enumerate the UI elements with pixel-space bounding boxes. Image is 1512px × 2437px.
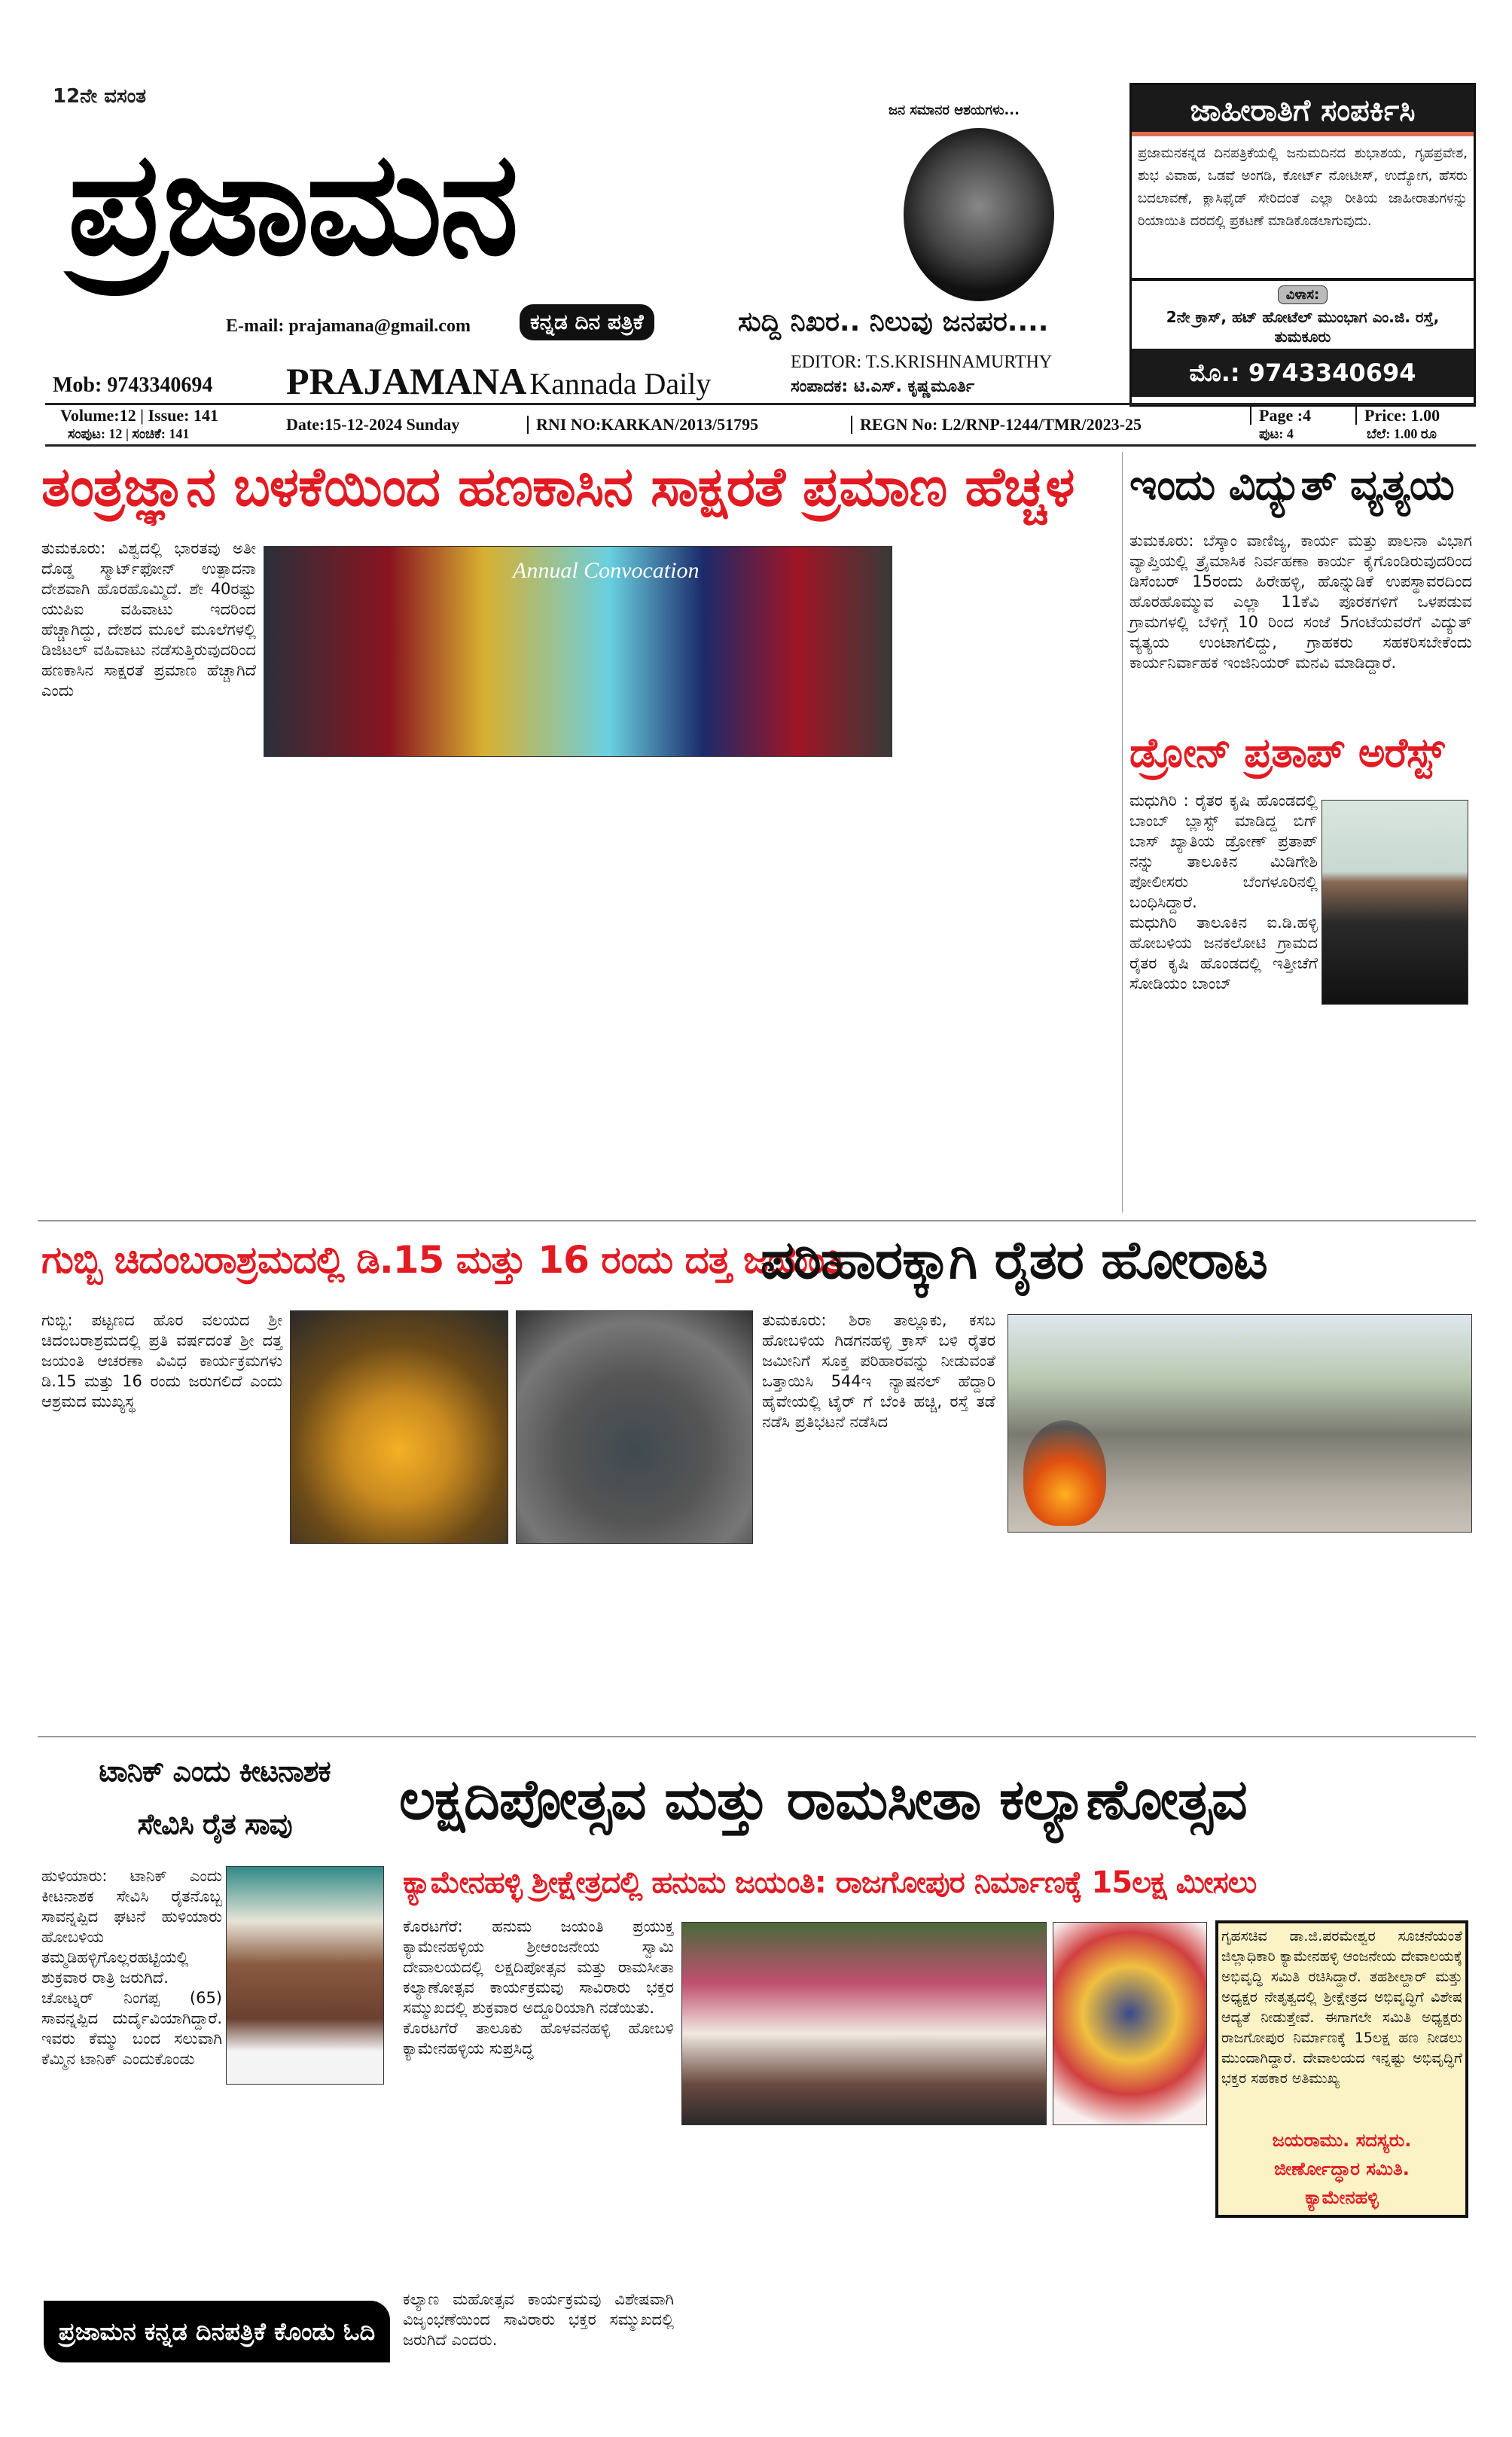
english-name-sub: Kannada Daily <box>529 367 712 401</box>
tonic-paragraph: ಚೋಟ್ನರ್ ನಿಂಗಪ್ಪ (65) ಸಾವನ್ನಪ್ಪಿದ ದುರ್ದೈವಿಯಾಗಿದ್ದಾರೆ. ಇವರು ಕೆಮ್ಮು ಬಂದ ಸಲುವಾಗಿ ಕೆಮ್ಮಿನ ಟಾನಿಕ್ ಎಂದುಕೊಂಡು <box>41 1989 222 2068</box>
deepotsava-text <box>403 1917 674 2286</box>
deceased-farmer-photo <box>226 1866 384 2085</box>
deepotsava-paragraph: ಕೊರಟಗೆರೆ ತಾಲೂಕು ಹೊಳವನಹಳ್ಳಿ ಹೋಬಳಿ ಕ್ಯಾಮೇನಹಳ್ಳಿಯ ಸುಪ್ರಸಿದ್ಧ <box>403 2019 674 2057</box>
deepotsava-text-end: ಕಲ್ಯಾಣ ಮಹೋತ್ಸವ ಕಾರ್ಯಕ್ರಮವು ವಿಶೇಷವಾಗಿ ವಿಜೃಂಭಣೆಯಿಂದ ಸಾವಿರಾರು ಭಕ್ತರ ಸಮ್ಮುಖದಲ್ಲಿ ಜರುಗಿದೆ ಎಂದರು. <box>403 2290 674 2349</box>
issue-kn: ಸಂಚಿಕೆ: 141 <box>132 426 190 441</box>
ad-phone[interactable]: ಮೊ.: 9743340694 <box>1132 349 1474 397</box>
ad-box-text: ಪ್ರಜಾಮನಕನ್ನಡ ದಿನಪತ್ರಿಕೆಯಲ್ಲಿ ಜನುಮದಿನದ ಶುಭಾಶಯ, ಗೃಹಪ್ರವೇಶ, ಶುಭ ವಿವಾಹ, ಒಡವೆ ಅಂಗಡಿ, ಕೋರ್ಟ್ ನೋಟೀಸ್, ಉದ್ಯೋಗ, ಹೆಸರು ಬದಲಾವಣೆ, ಕ್ಲಾಸಿಫೈಡ್ ಸೇರಿದಂತೆ ಎಲ್ಲಾ ರೀತಿಯ ಜಾಹೀರಾತುಗಳನ್ನು ರಿಯಾಯಿತಿ ದರದಲ್ಲಿ ಪ್ರಕಟಣೆ ಮಾಡಿಕೊಡಲಾಗುವುದು. <box>1132 136 1474 281</box>
regn-number: REGN No: L2/RNP-1244/TMR/2023-25 <box>851 416 1142 434</box>
english-name-main: PRAJAMANA <box>286 360 527 402</box>
tonic-headline-line2[interactable]: ಸೇವಿಸಿ ರೈತ ಸಾವು <box>137 1807 292 1841</box>
tonic-headline-line1[interactable]: ಟಾನಿಕ್ ಎಂದು ಕೀಟನಾಶಕ <box>99 1755 331 1788</box>
lead-headline[interactable]: ತಂತ್ರಜ್ಞಾನ ಬಳಕೆಯಿಂದ ಹಣಕಾಸಿನ ಸಾಕ್ಷರತೆ ಪ್ರಮಾಣ ಹೆಚ್ಚಳ <box>41 455 1075 518</box>
photo-banner: Annual Convocation <box>513 558 700 583</box>
tyre-fire <box>1023 1420 1106 1526</box>
price: Price: 1.00 <box>1355 407 1440 425</box>
convocation-photo <box>264 546 892 757</box>
divider <box>38 1736 1476 1737</box>
datta-idol-photo <box>290 1310 508 1544</box>
rni-number: RNI NO:KARKAN/2013/51795 <box>527 416 758 434</box>
power-cut-headline[interactable]: ಇಂದು ವಿದ್ಯುತ್ ವ್ಯತ್ಯಯ <box>1129 461 1454 510</box>
paper-type-badge: ಕನ್ನಡ ದಿನ ಪತ್ರಿಕೆ <box>520 304 654 340</box>
column-divider <box>1122 452 1123 1212</box>
email[interactable]: E-mail: prajamana@gmail.com <box>226 316 471 336</box>
promo-box: ಪ್ರಜಾಮನ ಕನ್ನಡ ದಿನಪತ್ರಿಕೆ ಕೊಂಡು ಓದಿ <box>44 2301 390 2362</box>
info-bar: Volume:12 | Issue: 141 ಸಂಪುಟ: 12 | ಸಂಚಿಕೆ: 141 Date:15-12-2024 Sunday RNI NO:KARKAN/2013/51795 REGN No: L2/RNP-1244/TMR/2023-25 Page :4 ಪುಟ: 4 Price: 1.00 ಬೆಲೆ: 1.00 ರೂ <box>60 406 1440 441</box>
farmers-protest-photo <box>1007 1314 1472 1533</box>
hanuman-idol-photo <box>1053 1922 1207 2125</box>
page-number: Page :4 <box>1250 407 1311 425</box>
quote-attribution-1: ಜಯರಾಮು. ಸದಸ್ಯರು. <box>1272 2130 1412 2151</box>
lead-article-continued <box>264 762 892 1212</box>
deepotsava-paragraph: ಕೊರಟಗೆರೆ: ಹನುಮ ಜಯಂತಿ ಪ್ರಯುಕ್ತ ಕ್ಯಾಮೇನಹಳ್ಳಿಯ ಶ್ರೀಆಂಜನೇಯ ಸ್ವಾಮಿ ದೇವಾಲಯದಲ್ಲಿ ಲಕ್ಷದಿಪೋತ್ಸವ ಮತ್ತು ರಾಮಸೀತಾ ಕಲ್ಯಾಣೋತ್ಸವ ಕಾರ್ಯಕ್ರಮವು ಸಾವಿರಾರು ಭಕ್ತರ ಸಮ್ಮುಖದಲ್ಲಿ ಶುಕ್ರವಾರ ಅದ್ದೂರಿಯಾಗಿ ನಡೆಯಿತು. <box>403 1917 674 2017</box>
volume: Volume:12 <box>60 406 136 425</box>
divider <box>45 403 1476 405</box>
price-kn: ಬೆಲೆ: 1.00 ರೂ <box>1367 426 1437 441</box>
power-cut-text: ತುಮಕೂರು: ಬೆಸ್ಕಾಂ ವಾಣಿಜ್ಯ, ಕಾರ್ಯ ಮತ್ತು ಪಾಲನಾ ವಿಭಾಗ ವ್ಯಾಪ್ತಿಯಲ್ಲಿ ತ್ರೈಮಾಸಿಕ ನಿರ್ವಹಣಾ ಕಾರ್ಯ ಕೈಗೊಂಡಿರುವುದರಿಂದ ಡಿಸೆಂಬರ್ 15ರಂದು ಹಿರೇಹಳ್ಳಿ, ಹೊನ್ನುಡಿಕೆ ಉಪಸ್ಥಾವರದಿಂದ ಹೊರಹೊಮ್ಮುವ ಎಲ್ಲಾ 11ಕೆವಿ ಪೂರಕಗಳಿಗೆ ಒಳಪಡುವ ಗ್ರಾಮಗಳಲ್ಲಿ ಬೆಳಿಗ್ಗೆ 10 ರಿಂದ ಸಂಜೆ 5ಗಂಟೆಯವರೆಗೆ ವಿದ್ಯುತ್ ವ್ಯತ್ಯಯ ಉಂಟಾಗಲಿದ್ದು, ಗ್ರಾಹಕರು ಸಹಕರಿಸಬೇಕೆಂದು ಕಾರ್ಯನಿರ್ವಾಹಕ ಇಂಜಿನಿಯರ್ ಮನವಿ ಮಾಡಿದ್ದಾರೆ. <box>1129 532 1472 672</box>
logo-arc-text: ಜನ ಸಮಾನರ ಆಶಯಗಳು... <box>889 102 1020 118</box>
padukas-photo <box>516 1310 753 1544</box>
address-block <box>1132 281 1474 349</box>
drone-headline[interactable]: ಡ್ರೋನ್ ಪ್ರತಾಪ್ ಅರೆಸ್ಟ್ <box>1129 729 1444 776</box>
address-label: ವಿಳಾಸ: <box>1278 285 1328 304</box>
divider <box>38 1220 1476 1222</box>
anniversary-badge: 12ನೇ ವಸಂತ <box>53 85 147 108</box>
gubbi-text: ಗುಬ್ಬಿ: ಪಟ್ಟಣದ ಹೊರ ವಲಯದ ಶ್ರೀ ಚಿದಂಬರಾಶ್ರಮದಲ್ಲಿ ಪ್ರತಿ ವರ್ಷದಂತೆ ಶ್ರೀ ದತ್ತ ಜಯಂತಿ ಆಚರಣಾ ವಿವಿಧ ಕಾರ್ಯಕ್ರಮಗಳು ಡಿ.15 ಮತ್ತು 16 ರಂದು ಜರುಗಲಿದೆ ಎಂದು ಆಶ್ರಮದ ಮುಖ್ಯಸ್ಥ <box>41 1311 282 1411</box>
ad-contact-box <box>1129 83 1476 407</box>
ad-box-title: ಜಾಹೀರಾತಿಗೆ ಸಂಪರ್ಕಿಸಿ <box>1132 85 1474 136</box>
drone-paragraph: ಮಧುಗಿರಿ : ರೈತರ ಕೃಷಿ ಹೊಂಡದಲ್ಲಿ ಬಾಂಬ್ ಬ್ಲಾಸ್ಟ್ ಮಾಡಿದ್ದ ಬಿಗ್ ಬಾಸ್ ಖ್ಯಾತಿಯ ಡ್ರೋಣ್ ಪ್ರತಾಪ್ ನನ್ನು ತಾಲೂಕಿನ ಮಿಡಿಗೇಶಿ ಪೋಲೀಸರು ಬೆಂಗಳೂರಿನಲ್ಲಿ ಬಂಧಿಸಿದ್ದಾರೆ. <box>1129 791 1318 911</box>
tonic-text <box>41 1866 222 2085</box>
lead-article-text: ತುಮಕೂರು: ವಿಶ್ವದಲ್ಲಿ ಭಾರತವು ಅತೀ ದೊಡ್ಡ ಸ್ಮಾರ್ಟ್‌ಫೋನ್ ಉತ್ಪಾದನಾ ದೇಶವಾಗಿ ಹೊರಹೊಮ್ಮಿದೆ. ಶೇ 40ರಷ್ಟು ಯುಪಿಐ ವಹಿವಾಟು ಇದರಿಂದ ಹೆಚ್ಚಾಗಿದ್ದು, ದೇಶದ ಮೂಲೆ ಮೂಲೆಗಳಲ್ಲಿ ಡಿಜಿಟಲ್ ವಹಿವಾಟು ನಡೆಸುತ್ತಿರುವುದರಿಂದ ಹಣಕಾಸಿನ ಸಾಕ್ಷರತೆ ಪ್ರಮಾಣ ಹೆಚ್ಚಾಗಿದೆ ಎಂದು <box>41 539 256 700</box>
editor-kn: ಸಂಪಾದಕ: ಟಿ.ಎಸ್. ಕೃಷ್ಣಮೂರ್ತಿ <box>791 377 975 396</box>
drone-prathap-photo <box>1321 800 1468 1005</box>
gubbi-headline[interactable]: ಗುಬ್ಬಿ ಚಿದಂಬರಾಶ್ರಮದಲ್ಲಿ ಡಿ.15 ಮತ್ತು 16 ರಂದು ದತ್ತ ಜಯಂತಿ <box>41 1238 843 1282</box>
deepotsava-headline[interactable]: ಲಕ್ಷದಿಪೋತ್ಸವ ಮತ್ತು ರಾಮಸೀತಾ ಕಲ್ಯಾಣೋತ್ಸವ <box>399 1768 1247 1832</box>
mobile-number: Mob: 9743340694 <box>53 374 213 397</box>
page-number-kn: ಪುಟ: 4 <box>1259 426 1294 441</box>
editor-en: EDITOR: T.S.KRISHNAMURTHY <box>791 352 1053 372</box>
divider <box>45 444 1476 447</box>
drone-paragraph: ಮಧುಗಿರಿ ತಾಲೂಕಿನ ಐ.ಡಿ.ಹಳ್ಳಿ ಹೋಬಳಿಯ ಜನಕಲೋಟಿ ಗ್ರಾಮದ ರೈತರ ಕೃಷಿ ಹೊಂಡದಲ್ಲಿ ಇತ್ತೀಚೆಗೆ ಸೋಡಿಯಂ ಬಾಂಬ್ <box>1129 913 1318 993</box>
date: Date:15-12-2024 Sunday <box>286 415 460 434</box>
deepotsava-continued <box>681 2131 1209 2365</box>
lamp-lighting-photo <box>681 1922 1047 2125</box>
issue: Issue: 141 <box>148 406 219 425</box>
quote-text: ಗೃಹಸಚಿವ ಡಾ.ಜಿ.ಪರಮೇಶ್ವರ ಸೂಚನೆಯಂತೆ ಜಿಲ್ಲಾಧಿಕಾರಿ ಕ್ಯಾಮೇನಹಳ್ಳಿ ಆಂಜನೇಯ ದೇವಾಲಯಕ್ಕೆ ಅಭಿವೃದ್ಧಿ ಸಮಿತಿ ರಚಿಸಿದ್ದಾರೆ. ತಹಶೀಲ್ದಾರ್ ಮತ್ತು ಅಧ್ಯಕ್ಷರ ನೇತೃತ್ವದಲ್ಲಿ ಶ್ರೀಕ್ಷೇತ್ರದ ಅಭಿವೃದ್ಧಿಗೆ ವಿಶೇಷ ಆದ್ಯತೆ ನೀಡುತ್ತೇವೆ. ಈಗಾಗಲೇ ಸಮಿತಿ ಅಧ್ಯಕ್ಷರು ರಾಜಗೋಪುರ ನಿರ್ಮಾಣಕ್ಕೆ 15ಲಕ್ಷ ಹಣ ನೀಡಲು ಮುಂದಾಗಿದ್ದಾರೆ. ದೇವಾಲಯದ ಇನ್ನಷ್ಟು ಅಭಿವೃದ್ಧಿಗೆ ಭಕ್ತರ ಸಹಕಾರ ಅತಿಮುಖ್ಯ <box>1221 1928 1462 2087</box>
logo: ಪ್ರಜಾಮನ <box>68 120 517 287</box>
quote-attribution-2: ಜೀರ್ಣೋದ್ಧಾರ ಸಮಿತಿ. <box>1274 2158 1410 2179</box>
farmers-text: ತುಮಕೂರು: ಶಿರಾ ತಾಲ್ಲೂಕು, ಕಸಬ ಹೋಬಳಿಯ ಗಿಡಗನಹಳ್ಳಿ ಕ್ರಾಸ್ ಬಳಿ ರೈತರ ಜಮೀನಿಗೆ ಸೂಕ್ತ ಪರಿಹಾರವನ್ನು ನೀಡುವಂತೆ ಒತ್ತಾಯಿಸಿ 544ಇ ನ್ಯಾಷನಲ್ ಹೆದ್ದಾರಿ ಹೈವೇಯಲ್ಲಿ ಟೈರ್ ಗೆ ಬೆಂಕಿ ಹಚ್ಚಿ, ರಸ್ತೆ ತಡೆ ನಡೆಸಿ ಪ್ರತಿಭಟನೆ ನಡೆಸಿದ <box>762 1311 995 1431</box>
farmers-headline[interactable]: ಪರಿಹಾರಕ್ಕಾಗಿ ರೈತರ ಹೋರಾಟ <box>761 1229 1267 1291</box>
masthead <box>38 75 1122 407</box>
logo-emblem <box>904 128 1054 301</box>
drone-text <box>1129 791 1318 1002</box>
tonic-paragraph: ಹುಳಿಯಾರು: ಟಾನಿಕ್ ಎಂದು ಕೀಟನಾಶಕ ಸೇವಿಸಿ ರೈತನೊಬ್ಬ ಸಾವನ್ನಪ್ಪಿದ ಘಟನೆ ಹುಳಿಯಾರು ಹೋಬಳಿಯ ತಮ್ಮಡಿಹಳ್ಳಿಗೊಲ್ಲರಹಟ್ಟಿಯಲ್ಲಿ ಶುಕ್ರವಾರ ರಾತ್ರಿ ಜರುಗಿದೆ. <box>41 1867 222 1987</box>
deepotsava-subheadline[interactable]: ಕ್ಯಾಮೇನಹಳ್ಳಿ ಶ್ರೀಕ್ಷೇತ್ರದಲ್ಲಿ ಹನುಮ ಜಯಂತಿ: ರಾಜಗೋಪುರ ನಿರ್ಮಾಣಕ್ಕೆ 15ಲಕ್ಷ ಮೀಸಲು <box>403 1865 1257 1900</box>
quote-attribution-3: ಕ್ಯಾಮೇನಹಳ್ಳಿ <box>1305 2187 1379 2208</box>
tagline: ಸುದ್ದಿ ನಿಖರ.. ನಿಲುವು ಜನಪರ.... <box>738 307 1049 337</box>
address: 2ನೇ ಕ್ರಾಸ್, ಹಟ್ ಹೋಟೆಲ್ ಮುಂಭಾಗ ಎಂ.ಜಿ. ರಸ್ತೆ, ತುಮಕೂರು <box>1166 308 1440 346</box>
volume-kn: ಸಂಪುಟ: 12 <box>68 426 123 441</box>
quote-box <box>1215 1920 1468 2218</box>
